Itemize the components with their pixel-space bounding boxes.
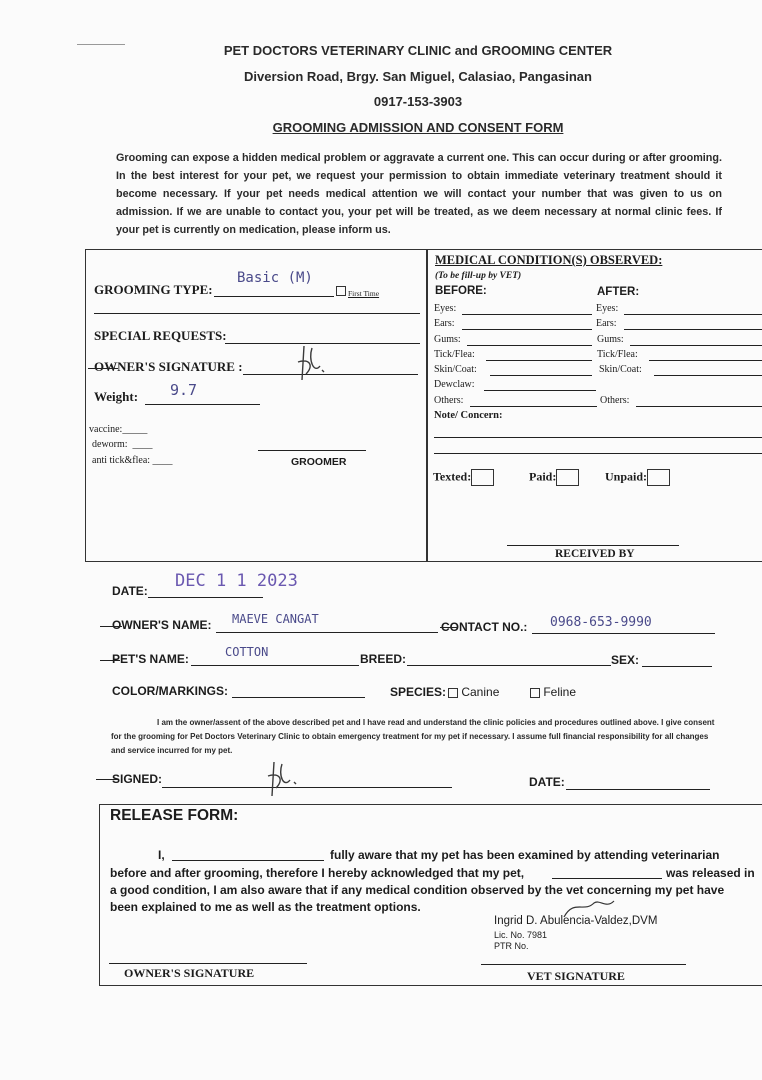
clinic-phone: 0917-153-3903 bbox=[373, 94, 463, 109]
date-label: DATE: bbox=[112, 584, 148, 598]
release-title: RELEASE FORM: bbox=[110, 807, 239, 824]
release-pet-line bbox=[552, 878, 662, 879]
date-line bbox=[148, 597, 263, 598]
after-eyes-line bbox=[624, 314, 762, 315]
vet-name: Ingrid D. Abulencia-Valdez,DVM bbox=[494, 915, 658, 927]
after-others-line bbox=[636, 406, 762, 407]
groomer-line bbox=[258, 450, 366, 451]
first-time-label: First Time bbox=[348, 289, 380, 298]
signed-scribble bbox=[262, 758, 310, 802]
after-eyes: Eyes: bbox=[596, 303, 619, 314]
date2-label: DATE: bbox=[529, 775, 565, 789]
deworm-label: deworm: ____ bbox=[92, 439, 153, 450]
consent-text: I am the owner/assent of the above described pet and I have read and understand the clinic policies and procedures outlined above. I give consent for the grooming for Pet Doctors Veterinary Clinic to obtain emergency treatment for my pet if necessary. I assume full financial responsibility for all changes and service incurred for my pet. bbox=[111, 718, 715, 755]
release-line-1 bbox=[158, 848, 165, 862]
vet-signature-line bbox=[481, 964, 686, 965]
owner-name-value: MAEVE CANGAT bbox=[232, 612, 319, 626]
owner-signature-strike bbox=[88, 368, 118, 369]
before-others-line bbox=[470, 406, 597, 407]
intro-paragraph: Grooming can expose a hidden medical problem or aggravate a current one. This can occur during or after grooming. In the best interest for your pet, we request your permission to obtain immediate veterinary treatment should it become necessary. If your pet needs medical attention we will contact your number that was given to us on admission. If we are unable to contact you, your pet will be treated, as we deem necessary at normal clinic fees. If your pet is currently on medication, please inform us. bbox=[116, 152, 722, 236]
before-ears: Ears: bbox=[434, 318, 455, 329]
contact-line bbox=[532, 633, 715, 634]
paid-label: Paid: bbox=[529, 469, 557, 484]
owner-signature-line-2 bbox=[109, 963, 307, 964]
release-text-2a: before and after grooming, therefore I hereby acknowledged that my pet, bbox=[110, 866, 525, 880]
breed-label: BREED: bbox=[360, 652, 407, 666]
pet-name-strike bbox=[100, 660, 120, 661]
before-ears-line bbox=[462, 329, 592, 330]
grooming-type-value: Basic (M) bbox=[237, 270, 313, 286]
note-label: Note/ Concern: bbox=[434, 410, 503, 421]
before-label: BEFORE: bbox=[435, 285, 487, 297]
before-eyes-line bbox=[462, 314, 592, 315]
after-tickflea-line bbox=[649, 360, 762, 361]
canine-option[interactable] bbox=[448, 685, 499, 699]
before-gums: Gums: bbox=[434, 334, 461, 345]
before-eyes: Eyes: bbox=[434, 303, 457, 314]
weight-label: Weight: bbox=[94, 389, 139, 404]
special-requests-label: SPECIAL REQUESTS: bbox=[94, 328, 227, 343]
release-name-line bbox=[172, 860, 324, 861]
owner-signature-scribble bbox=[290, 340, 340, 396]
vet-ptr: PTR No. bbox=[494, 941, 529, 951]
color-line bbox=[232, 697, 365, 698]
texted-checkbox[interactable] bbox=[471, 469, 494, 486]
sex-label: SEX: bbox=[611, 653, 640, 667]
after-others: Others: bbox=[600, 395, 630, 406]
before-dewclaw-line bbox=[484, 390, 596, 391]
owner-signature-label-2: OWNER'S SIGNATURE bbox=[124, 966, 255, 980]
owner-name-line bbox=[216, 632, 438, 633]
vet-signature-label: VET SIGNATURE bbox=[527, 969, 625, 983]
medical-title: MEDICAL CONDITION(S) OBSERVED: bbox=[435, 253, 663, 267]
received-by-line bbox=[507, 545, 679, 546]
grooming-line-2 bbox=[94, 313, 420, 314]
antitick-label: anti tick&flea: ____ bbox=[92, 455, 173, 466]
signed-strike bbox=[96, 779, 118, 780]
date-value: DEC 1 1 2023 bbox=[175, 571, 298, 591]
release-text-3: a good condition, I am also aware that if any medical condition observed by the vet concerning my pet have bbox=[110, 883, 725, 897]
release-text-4: been explained to me as well as the treatment options. bbox=[110, 900, 421, 914]
before-others: Others: bbox=[434, 395, 464, 406]
vaccine-label: vaccine:_____ bbox=[89, 424, 148, 435]
owner-signature-label: OWNER'S SIGNATURE : bbox=[94, 359, 243, 374]
note-line-1 bbox=[434, 437, 762, 438]
form-title: GROOMING ADMISSION AND CONSENT FORM bbox=[272, 120, 564, 135]
unpaid-checkbox[interactable] bbox=[647, 469, 670, 486]
after-tickflea: Tick/Flea: bbox=[597, 349, 638, 360]
first-time-checkbox[interactable] bbox=[336, 286, 379, 298]
received-by-label: RECEIVED BY bbox=[555, 548, 635, 560]
release-text-1: fully aware that my pet has been examined by attending veterinarian bbox=[330, 848, 720, 862]
after-ears: Ears: bbox=[596, 318, 617, 329]
clinic-name: PET DOCTORS VETERINARY CLINIC and GROOMING CENTER bbox=[223, 43, 613, 58]
after-skincoat: Skin/Coat: bbox=[599, 364, 642, 375]
paid-checkbox[interactable] bbox=[556, 469, 579, 486]
first-time-box[interactable] bbox=[336, 286, 346, 296]
breed-line bbox=[407, 665, 611, 666]
vet-lic: Lic. No. 7981 bbox=[494, 930, 548, 940]
contact-strike bbox=[440, 627, 458, 628]
grooming-type-line bbox=[214, 296, 334, 297]
before-skincoat: Skin/Coat: bbox=[434, 364, 477, 375]
species-label: SPECIES: bbox=[390, 685, 447, 699]
sex-line bbox=[642, 666, 712, 667]
owner-name-label: OWNER'S NAME: bbox=[112, 618, 212, 632]
after-ears-line bbox=[624, 329, 762, 330]
color-label: COLOR/MARKINGS: bbox=[112, 684, 228, 698]
contact-value: 0968-653-9990 bbox=[550, 615, 652, 630]
after-gums-line bbox=[630, 345, 762, 346]
canine-checkbox[interactable] bbox=[448, 688, 458, 698]
after-gums: Gums: bbox=[597, 334, 624, 345]
pet-name-line bbox=[191, 665, 359, 666]
unpaid-label: Unpaid: bbox=[605, 469, 648, 484]
feline-checkbox[interactable] bbox=[530, 688, 540, 698]
after-skincoat-line bbox=[654, 375, 762, 376]
note-line-2 bbox=[434, 453, 762, 454]
owner-name-strike bbox=[100, 626, 122, 627]
release-text-2b: was released in bbox=[666, 866, 755, 880]
before-tickflea: Tick/Flea: bbox=[434, 349, 475, 360]
contact-label: CONTACT NO.: bbox=[441, 620, 528, 634]
before-gums-line bbox=[467, 345, 592, 346]
medical-subtitle: (To be fill-up by VET) bbox=[435, 271, 522, 281]
release-i: I, bbox=[158, 848, 165, 862]
clinic-address: Diversion Road, Brgy. San Miguel, Calasiao, Pangasinan bbox=[244, 69, 592, 84]
weight-line bbox=[145, 404, 260, 405]
canine-label: Canine bbox=[461, 685, 500, 699]
before-tickflea-line bbox=[486, 360, 592, 361]
texted-label: Texted: bbox=[433, 469, 472, 484]
paid-field bbox=[529, 469, 579, 486]
date2-line bbox=[566, 789, 710, 790]
grooming-type-label: GROOMING TYPE: bbox=[94, 282, 213, 297]
unpaid-field bbox=[605, 469, 670, 486]
texted-field bbox=[433, 469, 494, 486]
signed-label: SIGNED: bbox=[112, 772, 163, 786]
before-skincoat-line bbox=[490, 375, 592, 376]
weight-value: 9.7 bbox=[170, 381, 198, 399]
feline-label: Feline bbox=[543, 685, 577, 699]
groomer-label: GROOMER bbox=[291, 456, 347, 468]
pet-name-label: PET'S NAME: bbox=[112, 652, 189, 666]
pet-name-value: COTTON bbox=[225, 645, 269, 659]
feline-option[interactable] bbox=[530, 685, 576, 699]
after-label: AFTER: bbox=[597, 286, 640, 298]
before-dewclaw: Dewclaw: bbox=[434, 379, 475, 390]
